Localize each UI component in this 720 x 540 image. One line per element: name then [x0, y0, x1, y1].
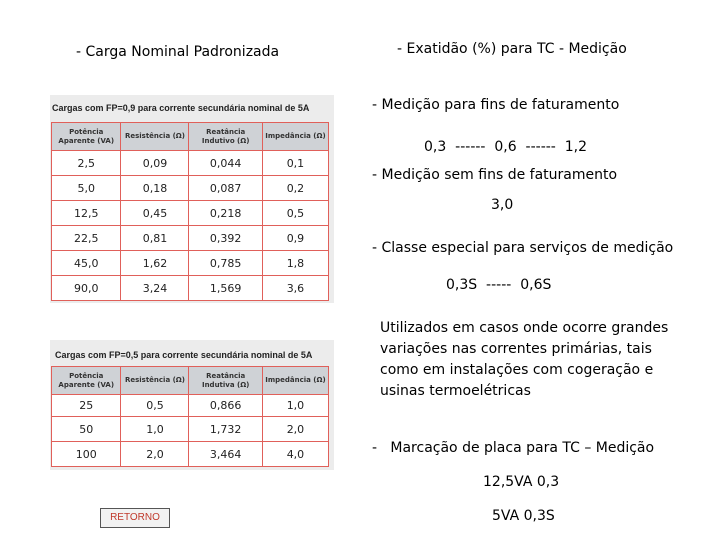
table-cell: 0,087 [189, 176, 262, 201]
table-cell: 90,0 [52, 276, 121, 301]
table-cell: 0,2 [262, 176, 328, 201]
table-cell: 45,0 [52, 251, 121, 276]
table2 [51, 366, 329, 467]
table-cell: 2,0 [262, 417, 328, 442]
table-cell: 0,45 [121, 201, 189, 226]
table-cell: 25 [52, 395, 121, 417]
table-cell: 3,24 [121, 276, 189, 301]
table1-header: Reatância Indutivo (Ω) [189, 123, 262, 151]
classe-especial-label: - Classe especial para serviços de medição [372, 240, 674, 256]
table1 [51, 122, 329, 301]
table2-header: Potência Aparente (VA) [52, 367, 121, 395]
table-row [52, 442, 329, 467]
table-cell: 0,5 [262, 201, 328, 226]
table2-caption: Cargas com FP=0,5 para corrente secundária nominal de 5A [55, 350, 313, 360]
sem-faturamento-value: 3,0 [491, 197, 514, 213]
paragraph-line: usinas termoelétricas [380, 383, 531, 399]
table-cell: 2,0 [121, 442, 189, 467]
table-cell: 0,18 [121, 176, 189, 201]
table1-header: Impedância (Ω) [262, 123, 328, 151]
table-row [52, 226, 329, 251]
classe-especial-values: 0,3S ----- 0,6S [446, 277, 552, 293]
table-cell: 2,5 [52, 151, 121, 176]
table-row [52, 251, 329, 276]
table-cell: 22,5 [52, 226, 121, 251]
table-cell: 1,8 [262, 251, 328, 276]
table-cell: 0,1 [262, 151, 328, 176]
table-cell: 100 [52, 442, 121, 467]
utilizados-paragraph [380, 318, 700, 402]
table-row [52, 276, 329, 301]
table1-caption: Cargas com FP=0,9 para corrente secundária nominal de 5A [52, 103, 310, 113]
table-row [52, 176, 329, 201]
table-cell: 0,5 [121, 395, 189, 417]
table-cell: 1,569 [189, 276, 262, 301]
table2-header: Resistência (Ω) [121, 367, 189, 395]
table-cell: 0,785 [189, 251, 262, 276]
table-cell: 3,6 [262, 276, 328, 301]
faturamento-label: - Medição para fins de faturamento [372, 97, 620, 113]
paragraph-line: Utilizados em casos onde ocorre grandes [380, 320, 669, 336]
carga-nominal-heading: - Carga Nominal Padronizada [76, 44, 280, 60]
table2-header: Impedância (Ω) [262, 367, 328, 395]
table1-header: Potência Aparente (VA) [52, 123, 121, 151]
table-row [52, 395, 329, 417]
table-cell: 1,62 [121, 251, 189, 276]
table1-header: Resistência (Ω) [121, 123, 189, 151]
marcacao-example-1: 12,5VA 0,3 [483, 474, 560, 490]
table-cell: 3,464 [189, 442, 262, 467]
faturamento-values: 0,3 ------ 0,6 ------ 1,2 [424, 139, 588, 155]
paragraph-line: variações nas correntes primárias, tais [380, 341, 652, 357]
table2-header: Reatância Indutiva (Ω) [189, 367, 262, 395]
retorno-button[interactable]: RETORNO [100, 508, 170, 528]
table-cell: 50 [52, 417, 121, 442]
marcacao-example-2: 5VA 0,3S [492, 508, 555, 524]
table-cell: 0,81 [121, 226, 189, 251]
table-cell: 0,09 [121, 151, 189, 176]
table-cell: 5,0 [52, 176, 121, 201]
marcacao-label: - Marcação de placa para TC – Medição [372, 440, 655, 456]
table-cell: 0,218 [189, 201, 262, 226]
exatidao-title: - Exatidão (%) para TC - Medição [397, 41, 627, 57]
table-cell: 0,392 [189, 226, 262, 251]
table-row [52, 417, 329, 442]
table-cell: 1,0 [121, 417, 189, 442]
table-cell: 1,0 [262, 395, 328, 417]
table-row [52, 151, 329, 176]
table-cell: 0,044 [189, 151, 262, 176]
table-cell: 0,866 [189, 395, 262, 417]
table-cell: 4,0 [262, 442, 328, 467]
table-cell: 1,732 [189, 417, 262, 442]
paragraph-line: como em instalações com cogeração e [380, 362, 654, 378]
sem-faturamento-label: - Medição sem fins de faturamento [372, 167, 618, 183]
table-row [52, 201, 329, 226]
table-cell: 12,5 [52, 201, 121, 226]
table-cell: 0,9 [262, 226, 328, 251]
